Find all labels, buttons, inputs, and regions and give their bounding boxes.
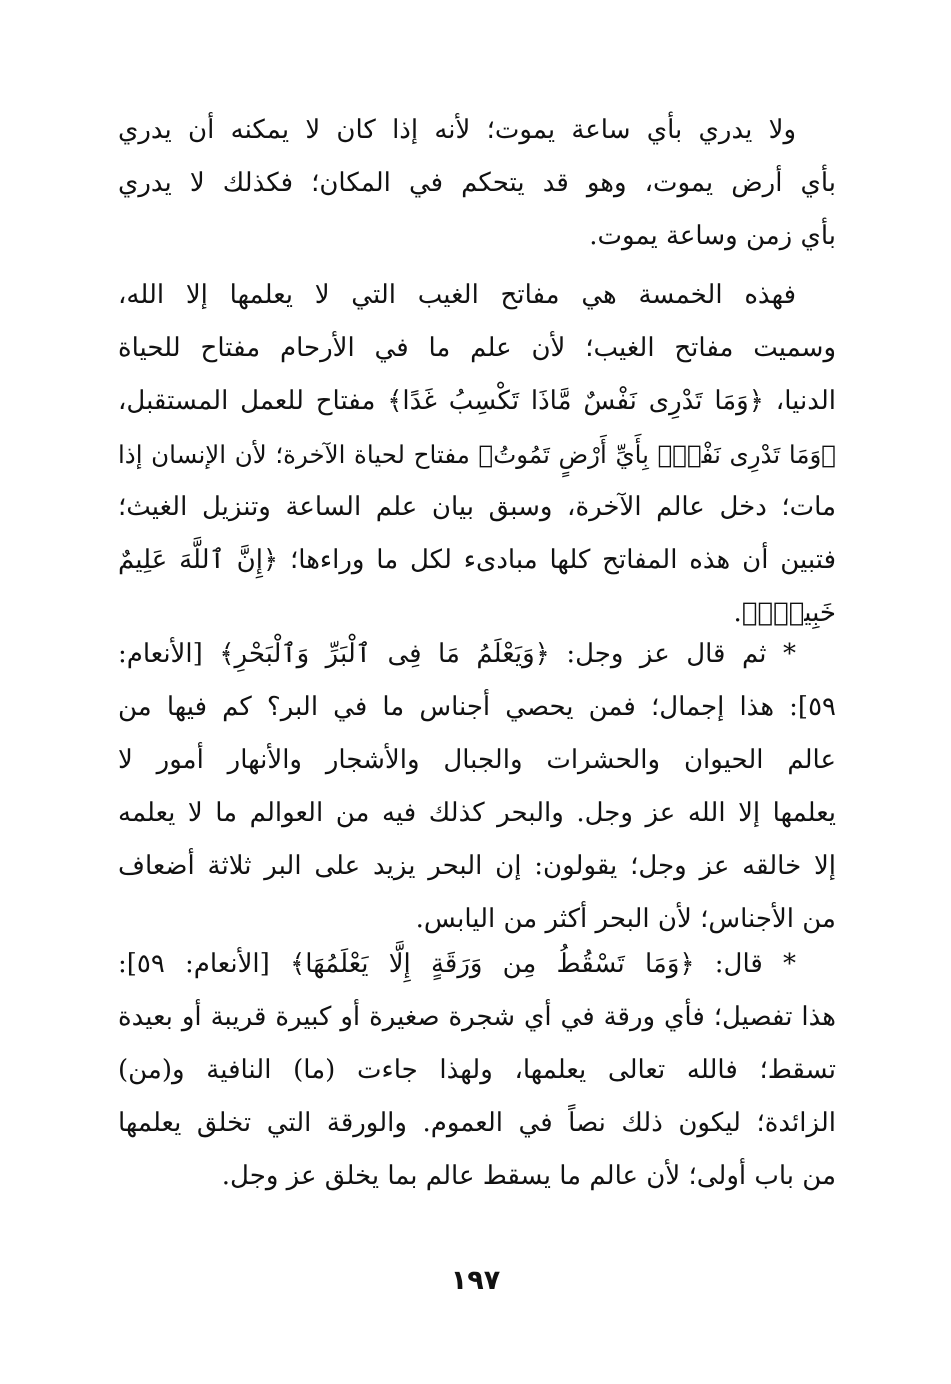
text-line: هذا تفصيل؛ فأي ورقة في أي شجرة صغيرة أو كبيرة قريبة أو بعيدة [118, 1002, 836, 1032]
text-line: إلا خالقه عز وجل؛ يقولون: إن البحر يزيد على البر ثلاثة أضعاف [118, 851, 836, 881]
paragraph-2 [118, 269, 836, 640]
text-line: عالم الحيوان والحشرات والجبال والأشجار والأنهار أمور لا [118, 745, 836, 775]
text-line-with-quran-verse: الدنيا، ﴿وَمَا تَدْرِى نَفْسٌ مَّاذَا تَكْسِبُ غَدًا﴾ مفتاح للعمل المستقبل، [118, 386, 836, 416]
text-line: بأي أرض يموت، وهو قد يتحكم في المكان؛ فكذلك لا يدري [118, 168, 836, 198]
text-line-with-quran-verse: خَبِيرٌۢ﴾. [733, 598, 836, 628]
paragraph-1 [118, 104, 836, 263]
page-number: ١٩٧ [450, 1265, 501, 1296]
text-line: فهذه الخمسة هي مفاتح الغيب التي لا يعلمها إلا الله، [118, 280, 796, 310]
text-line: تسقط؛ فالله تعالى يعلمها، ولهذا جاءت (ما) النافية و(من) [118, 1055, 836, 1085]
text-line: من باب أولى؛ لأن عالم ما يسقط عالم بما يخلق عز وجل. [221, 1161, 836, 1191]
text-line: ولا يدري بأي ساعة يموت؛ لأنه إذا كان لا يمكنه أن يدري [118, 115, 796, 145]
paragraph-3 [118, 628, 836, 946]
text-line-with-quran-verse: ﴿وَمَا تَدْرِى نَفْسُۢ بِأَيِّ أَرْضٍ تَمُوتُ﴾ مفتاح لحياة الآخرة؛ لأن الإنسان إذا [118, 440, 836, 469]
text-line: بأي زمن وساعة يموت. [589, 221, 836, 251]
text-line: الزائدة؛ ليكون ذلك نصاً في العموم. والورقة التي تخلق يعلمها [118, 1108, 836, 1138]
text-line: مات؛ دخل عالم الآخرة، وسبق بيان علم الساعة وتنزيل الغيث؛ [118, 492, 836, 522]
text-line: وسميت مفاتح الغيب؛ لأن علم ما في الأرحام مفتاح للحياة [118, 333, 836, 363]
text-line-with-quran-verse: * قال: ﴿وَمَا تَسْقُطُ مِن وَرَقَةٍ إِلَّا يَعْلَمُهَا﴾ [الأنعام: ٥٩]: [118, 949, 796, 979]
text-line: ٥٩]: هذا إجمال؛ فمن يحصي أجناس ما في البر؟ كم فيها من [118, 692, 836, 722]
text-line-with-quran-verse: فتبين أن هذه المفاتح كلها مبادىء لكل ما وراءها؛ ﴿إِنَّ ٱللَّهَ عَلِيمٌ [118, 545, 836, 575]
text-line: من الأجناس؛ لأن البحر أكثر من اليابس. [415, 904, 836, 934]
text-line-with-quran-verse: * ثم قال عز وجل: ﴿وَيَعْلَمُ مَا فِى ٱلْبَرِّ وَٱلْبَحْرِ﴾ [الأنعام: [118, 639, 796, 669]
text-line: يعلمها إلا الله عز وجل. والبحر كذلك فيه من العوالم ما لا يعلمه [118, 798, 836, 828]
paragraph-4 [118, 938, 836, 1203]
